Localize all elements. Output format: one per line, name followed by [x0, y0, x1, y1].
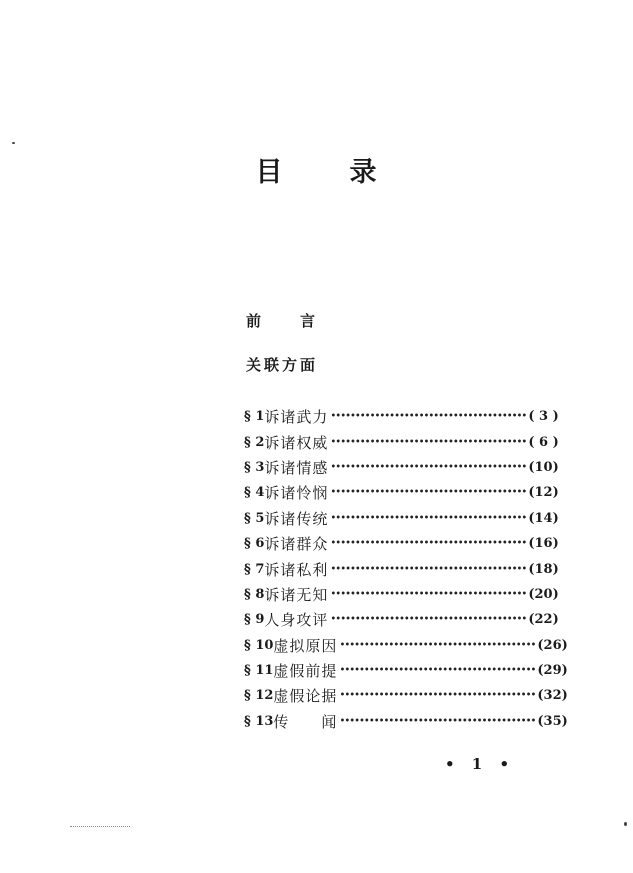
toc-number: § 11 — [244, 663, 274, 679]
toc-page: (12) — [528, 485, 559, 501]
toc-row — [244, 607, 559, 632]
toc-title: 诉诸武力 — [264, 408, 329, 427]
toc-title: 诉诸传统 — [264, 509, 329, 528]
leader-dots: •••••••••••••••••••••••••••••••••••••••• — [339, 665, 536, 677]
leader-dots: •••••••••••••••••••••••••••••••••••••••• — [330, 461, 527, 473]
toc-row — [244, 556, 559, 581]
toc-title: 诉诸无知 — [264, 585, 329, 604]
scan-speck — [12, 142, 15, 144]
toc-title: 虚假前提 — [273, 662, 338, 681]
leader-dots: •••••••••••••••••••••••••••••••••••••••• — [330, 588, 527, 600]
toc-row — [244, 709, 568, 734]
toc-title: 诉诸群众 — [264, 535, 329, 554]
toc-row — [244, 506, 559, 531]
title-char-1: 目 — [255, 157, 285, 188]
leader-dots: •••••••••••••••••••••••••••••••••••••••• — [330, 563, 527, 575]
toc-title: 虚拟原因 — [273, 636, 338, 655]
toc-title: 虚假论据 — [273, 687, 338, 706]
toc-row — [244, 429, 559, 454]
page-title — [0, 150, 633, 189]
toc-title: 人身攻评 — [264, 611, 329, 630]
preface-char-1: 前 — [246, 312, 262, 330]
toc-page: (35) — [537, 713, 568, 729]
section-heading: 关联方面 — [246, 356, 319, 374]
toc-title: 诉诸权威 — [264, 433, 329, 452]
toc-row — [244, 582, 559, 607]
toc-number: § 10 — [244, 637, 274, 653]
toc-page: ( 3 ) — [528, 409, 559, 425]
toc-title: 传 闻 — [273, 712, 338, 731]
toc-row — [244, 658, 568, 683]
leader-dots: •••••••••••••••••••••••••••••••••••••••• — [330, 487, 527, 499]
toc-title: 诉诸私利 — [264, 560, 329, 579]
toc-row — [244, 683, 568, 708]
title-char-2: 录 — [349, 157, 379, 188]
scan-line — [70, 826, 130, 827]
toc-number: § 1 — [244, 409, 265, 425]
toc-number: § 2 — [244, 434, 265, 450]
toc-number: § 3 — [244, 459, 265, 475]
toc-page: (22) — [528, 612, 559, 628]
leader-dots: •••••••••••••••••••••••••••••••••••••••• — [330, 538, 527, 550]
toc-page: (16) — [528, 536, 559, 552]
toc-list — [244, 404, 568, 734]
toc-page: (20) — [528, 586, 559, 602]
toc-number: § 7 — [244, 561, 265, 577]
toc-title: 诉诸情感 — [264, 458, 329, 477]
toc-page: (26) — [537, 637, 568, 653]
toc-page: (32) — [537, 688, 568, 704]
toc-number: § 5 — [244, 510, 265, 526]
toc-number: § 6 — [244, 536, 265, 552]
leader-dots: •••••••••••••••••••••••••••••••••••••••• — [330, 614, 527, 626]
toc-page: ( 6 ) — [528, 434, 559, 450]
leader-dots: •••••••••••••••••••••••••••••••••••••••• — [330, 436, 527, 448]
toc-number: § 13 — [244, 713, 274, 729]
toc-page: (29) — [537, 663, 568, 679]
toc-number: § 4 — [244, 485, 265, 501]
preface-heading — [246, 310, 316, 331]
leader-dots: •••••••••••••••••••••••••••••••••••••••• — [339, 639, 536, 651]
toc-page: (18) — [528, 561, 559, 577]
toc-number: § 9 — [244, 612, 265, 628]
leader-dots: •••••••••••••••••••••••••••••••••••••••• — [330, 411, 527, 423]
leader-dots: •••••••••••••••••••••••••••••••••••••••• — [339, 715, 536, 727]
toc-title: 诉诸怜悯 — [264, 484, 329, 503]
toc-row — [244, 480, 559, 505]
toc-row — [244, 455, 559, 480]
leader-dots: •••••••••••••••••••••••••••••••••••••••• — [330, 512, 527, 524]
leader-dots: •••••••••••••••••••••••••••••••••••••••• — [339, 690, 536, 702]
toc-row — [244, 531, 559, 556]
page-number: • 1 • — [445, 755, 516, 773]
toc-page: (10) — [528, 459, 559, 475]
toc-number: § 8 — [244, 586, 265, 602]
preface-char-2: 言 — [300, 312, 316, 330]
scan-speck — [624, 822, 627, 826]
toc-number: § 12 — [244, 688, 274, 704]
toc-page: (14) — [528, 510, 559, 526]
toc-row — [244, 633, 568, 658]
toc-row — [244, 404, 559, 429]
